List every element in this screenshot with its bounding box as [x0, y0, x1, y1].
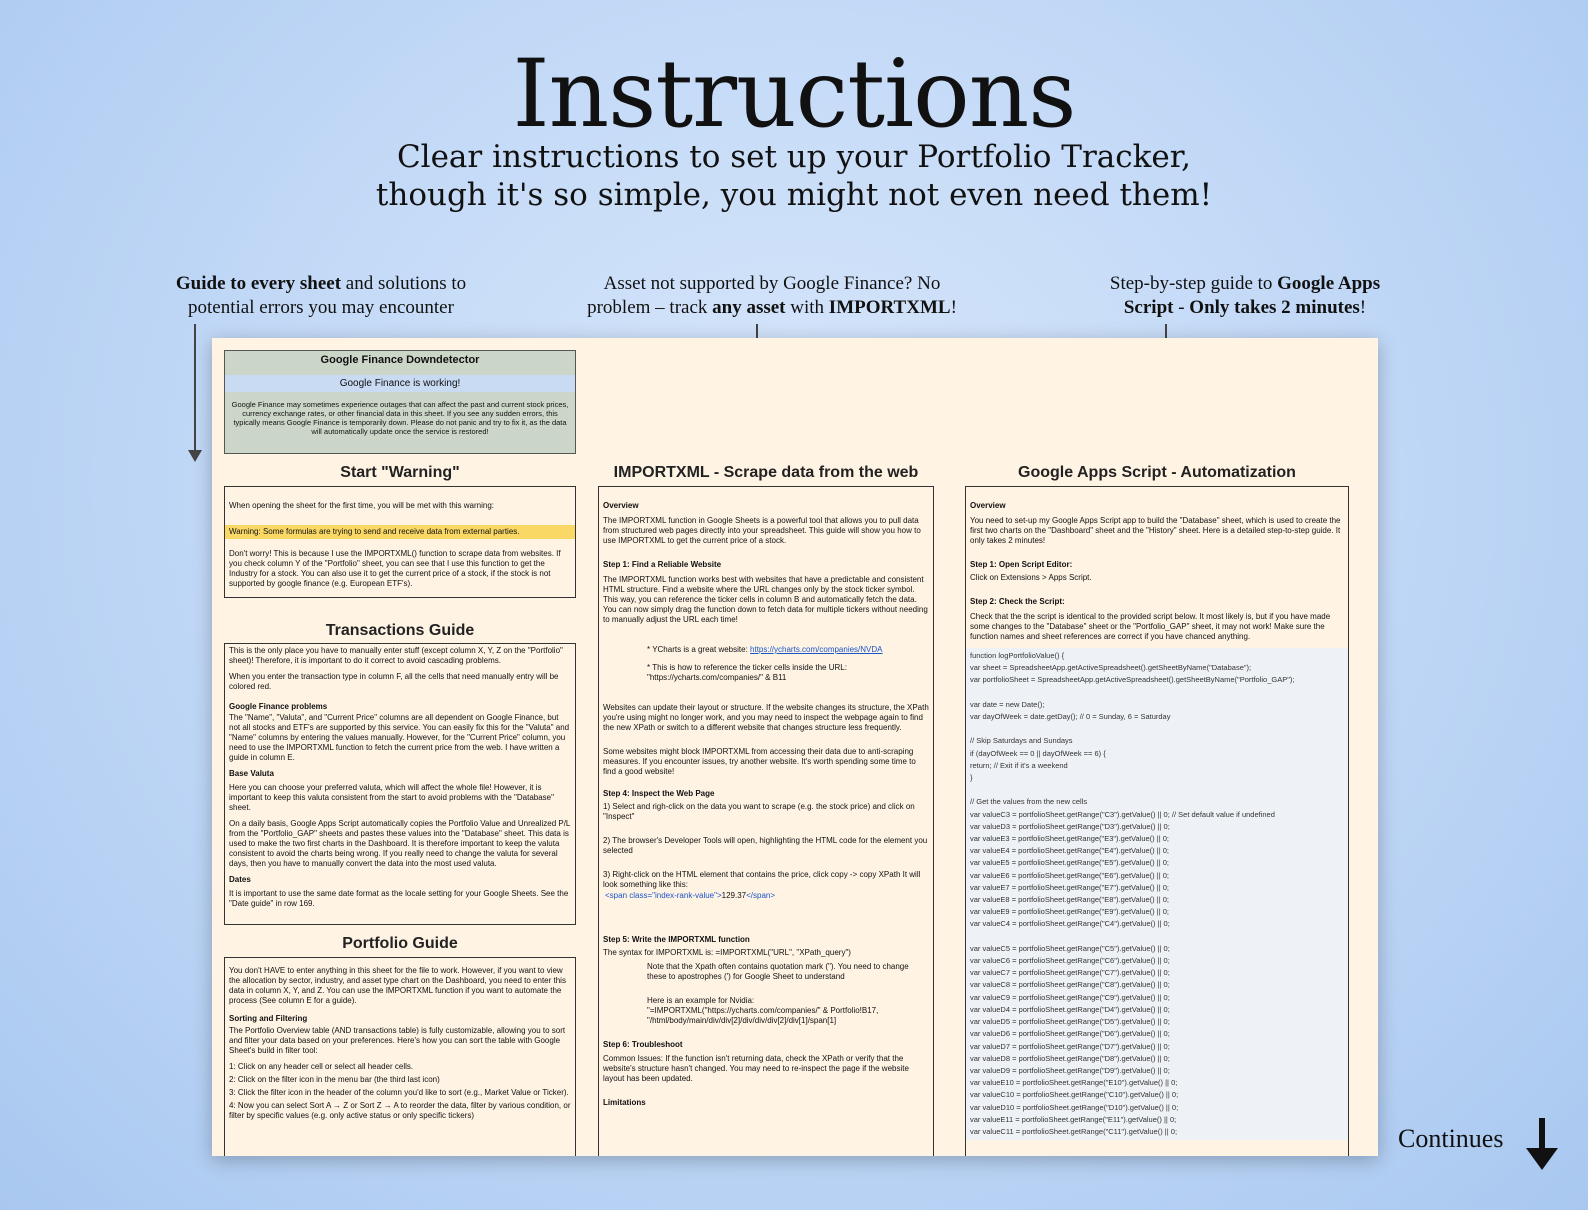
portfolio-step3: 3: Click the filter icon in the header of the column you'd like to sort (e.g., Market Value or Ticker). — [229, 1088, 569, 1097]
apps-script-step1: Click on Extensions > Apps Script. — [970, 573, 1092, 582]
code-line: var valueC3 = portfolioSheet.getRange("C3").getValue() || 0; // Set default value if undefined — [970, 809, 1275, 819]
warning-p2: Don't worry! This is because I use the IMPORTXML() function to scrape data from websites. If you check column Y of the "Portfolio" sheet, you can see that I use this function to get the Industry for a stock. You can also use it to get the current price of a stock, if the stock is not supported by google finance (e.g. European ETF's). — [229, 549, 561, 588]
apps-script-box — [965, 486, 1349, 1156]
arrow-left-head-icon — [188, 450, 202, 462]
callout-mid-bold-2: IMPORTXML — [828, 297, 951, 318]
transactions-h4: Base Valuta — [229, 769, 274, 778]
page-subtitle — [0, 138, 1588, 214]
script-code-block — [966, 648, 1348, 1140]
transactions-p4: Here you can choose your preferred valuta, which will affect the whole file! However, it is important to keep this valuta consistent from the start to avoid problems with the "Database" sheet. — [229, 783, 554, 812]
transactions-p3: The "Name", "Valuta", and "Current Price" columns are all dependent on Google Finance, but not all stocks and ETF's are supported by this service. You can easily fix this for the "Valuta" and "Name" columns by entering the values manually. However, for the "Current Price" column, you need to use the IMPORTXML function to fetch the current price from the web. I have written a guide in column E. — [229, 713, 570, 762]
importxml-overview-heading: Overview — [603, 501, 639, 510]
subtitle-line-1: Clear instructions to set up your Portfolio Tracker, — [396, 139, 1192, 175]
arrow-left-line — [194, 324, 196, 452]
code-line: var valueC5 = portfolioSheet.getRange("C5").getValue() || 0; — [970, 943, 1170, 953]
code-line: var valueC9 = portfolioSheet.getRange("C9").getValue() || 0; — [970, 992, 1170, 1002]
importxml-step4-heading: Step 4: Inspect the Web Page — [603, 789, 715, 798]
code-line: var valueE8 = portfolioSheet.getRange("E8").getValue() || 0; — [970, 895, 1169, 905]
downdetector-box — [224, 350, 576, 454]
code-line: var portfolioSheet = SpreadsheetApp.getActiveSpreadsheet().getSheetByName("Portfolio_GAP"); — [970, 675, 1295, 685]
importxml-step5c: Here is an example for Nvidia: "=IMPORTXML("https://ycharts.com/companies/" & Portfolio!B17, "/html/body/main/div/div[2]/div/div/div[2]/div[1]/span[1] — [647, 996, 879, 1025]
code-line: var valueE9 = portfolioSheet.getRange("E9").getValue() || 0; — [970, 907, 1169, 917]
importxml-overview: The IMPORTXML function in Google Sheets is a powerful tool that allows you to pull data from structured web pages directly into your spreadsheet. This guide will show you how to use IMPORTXML to get the current price of a stock. — [603, 516, 921, 545]
code-line: var valueC8 = portfolioSheet.getRange("C8").getValue() || 0; — [970, 980, 1170, 990]
importxml-step5b: Note that the Xpath often contains quotation mark ("). You need to change these to apostrophes (') for Google Sheet to understand — [647, 962, 909, 981]
code-value: 129.37 — [721, 891, 747, 900]
apps-script-step1-heading: Step 1: Open Script Editor: — [970, 560, 1073, 569]
code-line: var valueC6 = portfolioSheet.getRange("C6").getValue() || 0; — [970, 956, 1170, 966]
callout-right-text: Step-by-step guide to — [1109, 273, 1278, 294]
transactions-title: Transactions Guide — [325, 622, 475, 639]
code-line: var date = new Date(); — [970, 699, 1045, 709]
portfolio-step4: 4: Now you can select Sort A → Z or Sort Z → A to reorder the data, filter by various condition, or filter by specific values (e.g. only active status or only specific tickers) — [229, 1101, 571, 1120]
importxml-step4a: 1) Select and righ-click on the data you want to scrape (e.g. the stock price) and click on "Inspect" — [603, 802, 915, 821]
code-line — [970, 931, 1344, 943]
code-line: var valueE5 = portfolioSheet.getRange("E5").getValue() || 0; — [970, 858, 1169, 868]
callout-mid-bold-1: any asset — [712, 297, 786, 318]
code-line: var valueD8 = portfolioSheet.getRange("D8").getValue() || 0; — [970, 1053, 1170, 1063]
importxml-code-sample — [605, 891, 929, 901]
code-line: var sheet = SpreadsheetApp.getActiveSpreadsheet().getSheetByName("Database"); — [970, 663, 1252, 673]
importxml-title: IMPORTXML - Scrape data from the web — [613, 464, 919, 481]
code-line: var valueE6 = portfolioSheet.getRange("E6").getValue() || 0; — [970, 870, 1169, 880]
importxml-block-note: Some websites might block IMPORTXML from accessing their data due to anti-scraping measures. If you encounter issues, try another website. It's worth spending some time to find a good website! — [603, 747, 916, 776]
transactions-p6: It is important to use the same date format as the locale setting for your Google Sheets. See the "Date guide" in row 169. — [229, 889, 569, 908]
code-line: var valueC10 = portfolioSheet.getRange("C10").getValue() || 0; — [970, 1090, 1179, 1100]
importxml-limitations-heading: Limitations — [603, 1098, 646, 1107]
code-line: var valueE10 = portfolioSheet.getRange("E10").getValue() || 0; — [970, 1078, 1178, 1088]
code-line: if (dayOfWeek == 0 || dayOfWeek == 6) { — [970, 748, 1106, 758]
transactions-p2: When you enter the transaction type in column F, all the cells that need manually entry will be colored red. — [229, 672, 559, 691]
subtitle-line-2: though it's so simple, you might not even need them! — [375, 177, 1213, 213]
callout-left-bold: Guide to every sheet — [175, 273, 342, 294]
code-line: var valueD5 = portfolioSheet.getRange("D5").getValue() || 0; — [970, 1017, 1170, 1027]
apps-script-overview-heading: Overview — [970, 501, 1006, 510]
warning-box — [224, 486, 576, 598]
code-line: var valueD6 = portfolioSheet.getRange("D6").getValue() || 0; — [970, 1029, 1170, 1039]
transactions-p1: This is the only place you have to manually enter stuff (except column X, Y, Z on the "Portfolio" sheet)! Therefore, it is important to do it correct to avoid cascading problems. — [229, 646, 563, 665]
code-line: var valueC4 = portfolioSheet.getRange("C4").getValue() || 0; — [970, 919, 1170, 929]
code-line: var valueE11 = portfolioSheet.getRange("E11").getValue() || 0; — [970, 1114, 1177, 1124]
code-line — [970, 687, 1344, 699]
ycharts-link[interactable]: https://ycharts.com/companies/NVDA — [750, 645, 883, 654]
portfolio-title: Portfolio Guide — [342, 935, 458, 952]
callout-mid-line1: Asset not supported by Google Finance? No — [603, 273, 941, 294]
code-line: var valueD7 = portfolioSheet.getRange("D7").getValue() || 0; — [970, 1041, 1170, 1051]
importxml-box — [598, 486, 934, 1156]
callout-left-text: and solutions to — [341, 273, 467, 294]
code-line: var valueE3 = portfolioSheet.getRange("E3").getValue() || 0; — [970, 834, 1169, 844]
code-line: var valueD9 = portfolioSheet.getRange("D9").getValue() || 0; — [970, 1065, 1170, 1075]
code-span-open: <span class="index-rank-value"> — [605, 891, 722, 900]
code-line: } — [970, 773, 973, 783]
importxml-step4b: 2) The browser's Developer Tools will open, highlighting the HTML code for the element you selected — [603, 836, 928, 855]
warning-title: Start "Warning" — [340, 464, 460, 481]
code-line: // Get the values from the new cells — [970, 797, 1088, 807]
importxml-step1-heading: Step 1: Find a Reliable Website — [603, 560, 722, 569]
code-span-close: </span> — [746, 891, 776, 900]
portfolio-step2: 2: Click on the filter icon in the menu bar (the third last icon) — [229, 1075, 440, 1084]
transactions-h3: Google Finance problems — [229, 702, 328, 711]
apps-script-overview: You need to set-up my Google Apps Script app to build the "Database" sheet, which is used to create the first two charts on the "Dashboard" sheet and the "History" sheet. Here is a detailed step-to-step guide. It only takes 2 minutes! — [970, 516, 1341, 545]
sheet-screenshot — [212, 338, 1378, 1156]
transactions-box — [224, 643, 576, 925]
callout-right-sep: - — [1173, 297, 1190, 318]
callout-mid-text: problem – track — [587, 297, 713, 318]
importxml-step6: Common Issues: If the function isn't returning data, check the XPath or verify that the website's structure hasn't changed. You may need to re-inspect the page if the website layout has been updated. — [603, 1054, 909, 1083]
warning-p1: When opening the sheet for the first time, you will be met with this warning: — [229, 501, 495, 510]
importxml-step5a: The syntax for IMPORTXML is: =IMPORTXML("URL", "XPath_query") — [603, 948, 851, 957]
code-line: function logPortfolioValue() { — [970, 651, 1065, 660]
importxml-step6-heading: Step 6: Troubleshoot — [603, 1040, 683, 1049]
portfolio-p1: You don't HAVE to enter anything in this sheet for the file to work. However, if you want to view the allocation by sector, industry, and asset type chart on the Dashboard, you need to enter this data in column X, Y, and Z. You can use the IMPORTXML function if you want to automate the process (See column E for a guide). — [229, 966, 566, 1005]
apps-script-step2: Check that the the script is identical to the provided script below. It most likely is, but if you have made some changes to the "Database" sheet or the "Portfolio_GAP" sheet, it may not work! Make sure the function names and sheet references are correct if you have chanced anything. — [970, 612, 1331, 641]
page-title: Instructions — [512, 40, 1076, 149]
importxml-step5-heading: Step 5: Write the IMPORTXML function — [603, 935, 750, 944]
callout-left-text-2: potential errors you may encounter — [188, 297, 454, 318]
importxml-bullet2: * This is how to reference the ticker cells inside the URL: "https://ycharts.com/companies/" & B11 — [647, 663, 847, 682]
code-line: return; // Exit if it's a weekend — [970, 760, 1068, 770]
callout-mid-end: ! — [950, 297, 957, 318]
downdetector-description: Google Finance may sometimes experience outages that can affect the past and current stock prices, currency exchange rates, or other financial data in this sheet. If you see any sudden errors, this typically means Google Finance is temporarily down. Please do not panic and try to fix it, as the data will automatically update once the service is restored! — [231, 400, 569, 436]
portfolio-box — [224, 957, 576, 1156]
downdetector-status: Google Finance is working! — [225, 375, 575, 392]
importxml-bullet1 — [647, 645, 929, 655]
downdetector-title: Google Finance Downdetector — [320, 354, 480, 366]
code-line: var valueD10 = portfolioSheet.getRange("D10").getValue() || 0; — [970, 1102, 1179, 1112]
code-line — [970, 723, 1344, 735]
transactions-p5: On a daily basis, Google Apps Script automatically copies the Portfolio Value and Unrealized P/L from the "Portfolio_GAP" sheets and pastes these values into the "Database" sheet. This data is used to make the two first charts in the Dashboard. It is therefore important to keep the valuta consistent to avoid the charts being wrong. If you really need to change the valuta for several days, then you have to manually convert the data into the most used valuta. — [229, 819, 571, 868]
arrow-down-icon — [1526, 1118, 1558, 1170]
portfolio-p2: The Portfolio Overview table (AND transactions table) is fully customizable, allowing you to sort and filter your data based on your preferences. Here's how you can sort the table with Google Sheet's build in filter tool: — [229, 1026, 566, 1055]
code-line: var dayOfWeek = date.getDay(); // 0 = Sunday, 6 = Saturday — [970, 712, 1171, 722]
callout-right-bold-1: Google Apps — [1277, 273, 1381, 294]
callout-importxml — [556, 272, 988, 320]
importxml-bullet1-text: * YCharts is a great website: — [647, 645, 751, 654]
importxml-step1: The IMPORTXML function works best with websites that have a predictable and consistent HTML structure. Find a website where the URL changes only by the stock ticker symbol. This way, you can reference the ticker cells in column B and automatically fetch the data. You can now simply drag the function down to fetch data for multiple tickers without needing to manually adjust the URL each time! — [603, 575, 928, 624]
code-line: var valueE4 = portfolioSheet.getRange("E4").getValue() || 0; — [970, 846, 1169, 856]
importxml-layout-note: Websites can update their layout or structure. If the website changes its structure, the XPath you're using might no longer work, and you may need to inspect the webpage again to find the new XPath or switch to a different website that changes structure less frequently. — [603, 703, 929, 732]
portfolio-h2: Sorting and Filtering — [229, 1014, 308, 1023]
code-line: // Skip Saturdays and Sundays — [970, 736, 1073, 746]
warning-highlight: Warning: Some formulas are trying to send and receive data from external parties. — [225, 525, 575, 539]
callout-mid-text-2: with — [785, 297, 829, 318]
callout-right-bold-2: Script — [1123, 297, 1174, 318]
apps-script-step2-heading: Step 2: Check the Script: — [970, 597, 1065, 606]
code-line — [970, 784, 1344, 796]
callout-apps-script — [1068, 272, 1422, 320]
callout-right-end: ! — [1359, 297, 1367, 318]
code-line: var valueC7 = portfolioSheet.getRange("C7").getValue() || 0; — [970, 968, 1170, 978]
continues-label: Continues — [1398, 1124, 1504, 1153]
callout-sheet-guide — [140, 272, 502, 320]
apps-script-title: Google Apps Script - Automatization — [1018, 464, 1296, 481]
transactions-h6: Dates — [229, 875, 251, 884]
code-line: var valueD4 = portfolioSheet.getRange("D4").getValue() || 0; — [970, 1004, 1170, 1014]
importxml-step4c: 3) Right-click on the HTML element that contains the price, click copy -> copy XPath It will look something like this: — [603, 870, 921, 889]
portfolio-step1: 1: Click on any header cell or select all header cells. — [229, 1062, 414, 1071]
code-line: var valueE7 = portfolioSheet.getRange("E7").getValue() || 0; — [970, 882, 1169, 892]
code-line: var valueD3 = portfolioSheet.getRange("D3").getValue() || 0; — [970, 821, 1170, 831]
callout-right-bold-3: Only takes 2 minutes — [1189, 297, 1360, 318]
code-line: var valueC11 = portfolioSheet.getRange("C11").getValue() || 0; — [970, 1126, 1178, 1136]
